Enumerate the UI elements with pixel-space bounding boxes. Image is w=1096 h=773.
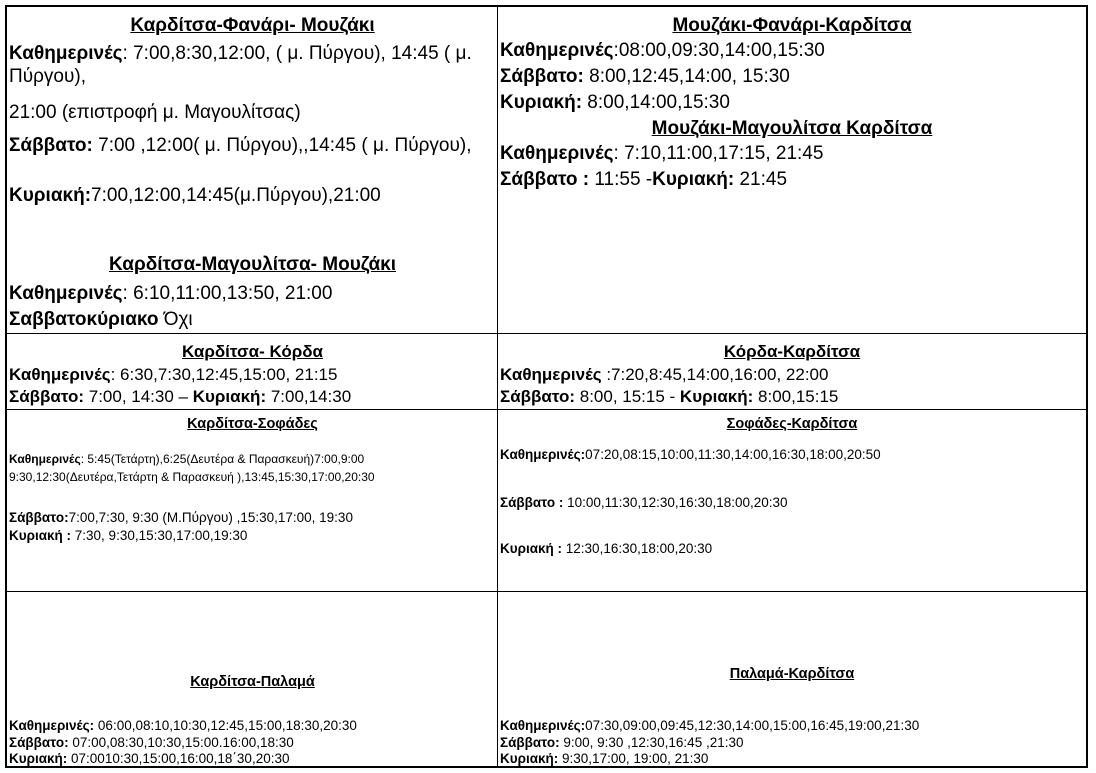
saturday-times: 7:00, 14:30 –	[84, 387, 193, 406]
cell-sofades-karditsa	[498, 410, 1086, 591]
cell-karditsa-palama	[7, 592, 498, 766]
cell-mouzaki-karditsa	[498, 7, 1086, 333]
weekend-schedule	[500, 168, 787, 191]
cell-karditsa-korda	[7, 334, 498, 409]
sunday-times: 21:45	[734, 169, 788, 190]
weekdays-schedule	[500, 446, 881, 463]
weekend-label: Σαββατοκύριακο	[9, 309, 159, 330]
weekdays-schedule	[9, 282, 332, 305]
saturday-times: 8:00, 15:15 -	[575, 387, 680, 406]
sunday-label: Κυριακή:	[679, 387, 754, 406]
saturday-label: Σάββατο:	[9, 387, 85, 406]
sunday-schedule	[9, 527, 247, 544]
weekend-schedule	[9, 386, 351, 407]
route-title-mouzaki-magoulitsa-karditsa: Μουζάκι-Μαγουλίτσα Καρδίτσα	[651, 118, 933, 139]
saturday-times: 7:00 ,12:00( μ. Πύργου),,14:45 ( μ. Πύργου),	[92, 135, 472, 156]
weekdays-schedule-extra: 9:30,12:30(Δευτέρα,Τετάρτη & Παρασκευή ),13:45,15:30,17:00,20:30	[9, 470, 375, 484]
weekdays-times: :7:20,8:45,14:00,16:00, 22:00	[601, 365, 829, 384]
weekend-schedule	[500, 386, 838, 407]
saturday-schedule	[9, 509, 353, 526]
sunday-times: 07:0010:30,15:00,16:00,18΄30,20:30	[67, 751, 290, 766]
route-title-karditsa-sofades: Καρδίτσα-Σοφάδες	[187, 416, 318, 432]
weekdays-label: Καθημερινές	[9, 452, 81, 466]
weekdays-schedule	[500, 364, 828, 385]
sunday-times: 12:30,16:30,18:00,20:30	[562, 541, 713, 556]
weekdays-label: Καθημερινές:	[9, 718, 95, 733]
timetable-row-korda	[7, 333, 1086, 409]
weekdays-times: 07:20,08:15,10:00,11:30,14:00,16:30,18:00,20:50	[585, 447, 881, 462]
sunday-schedule	[500, 750, 708, 766]
saturday-schedule	[9, 134, 479, 157]
route-title-karditsa-palama: Καρδίτσα-Παλαμά	[190, 674, 315, 690]
sunday-schedule	[9, 750, 289, 766]
weekdays-label: Καθημερινές	[9, 43, 123, 64]
saturday-times: 8:00,12:45,14:00, 15:30	[583, 66, 790, 87]
saturday-label: Σάββατο :	[500, 495, 564, 510]
weekdays-times: : 5:45(Τετάρτη),6:25(Δευτέρα & Παρασκευή)7:00,9:00	[80, 452, 365, 466]
weekdays-schedule	[9, 717, 357, 734]
sunday-label: Κυριακή :	[9, 528, 72, 543]
sunday-times: 7:30, 9:30,15:30,17:00,19:30	[71, 528, 248, 543]
weekdays-times: 06:00,08:10,10:30,12:45,15:00,18:30,20:30	[94, 718, 357, 733]
weekdays-schedule	[9, 364, 337, 385]
saturday-label: Σάββατο:	[500, 735, 560, 750]
saturday-schedule	[500, 494, 788, 511]
timetable-row-palama	[7, 591, 1086, 766]
timetable-row-mouzaki	[7, 7, 1086, 333]
weekend-schedule	[9, 308, 193, 331]
cell-palama-karditsa	[498, 592, 1086, 766]
route-title-karditsa-magoulitsa-mouzaki: Καρδίτσα-Μαγουλίτσα- Μουζάκι	[108, 254, 397, 275]
saturday-label: Σάββατο:	[9, 135, 93, 156]
sunday-schedule	[500, 540, 712, 557]
saturday-times: 7:00,7:30, 9:30 (Μ.Πύργου) ,15:30,17:00, 19:30	[68, 510, 353, 525]
weekend-value: Όχι	[158, 309, 193, 330]
weekdays-label: Καθημερινές	[500, 365, 602, 384]
sunday-times: 8:00,15:15	[753, 387, 839, 406]
route-title-mouzaki-fanari-karditsa: Μουζάκι-Φανάρι-Καρδίτσα	[672, 15, 912, 36]
route-title-karditsa-fanari-mouzaki: Καρδίτσα-Φανάρι- Μουζάκι	[130, 15, 375, 36]
weekdays-times: 07:30,09:00,09:45,12:30,14:00,15:00,16:45,19:00,21:30	[585, 718, 920, 733]
saturday-label: Σάββατο:	[9, 510, 69, 525]
sunday-label: Κυριακή:	[9, 185, 92, 206]
saturday-label: Σάββατο:	[500, 66, 584, 87]
weekdays-times: : 6:10,11:00,13:50, 21:00	[122, 283, 333, 304]
saturday-times: 9:00, 9:30 ,12:30,16:45 ,21:30	[559, 735, 744, 750]
route-title-palama-karditsa: Παλαμά-Καρδίτσα	[729, 666, 855, 682]
sunday-times: 7:00,14:30	[266, 387, 352, 406]
weekdays-label: Καθημερινές	[500, 40, 614, 61]
weekdays-times: :08:00,09:30,14:00,15:30	[613, 40, 825, 61]
weekdays-schedule	[500, 142, 823, 165]
route-title-karditsa-korda: Καρδίτσα- Κόρδα	[181, 342, 323, 361]
route-title-sofades-karditsa: Σοφάδες-Καρδίτσα	[726, 416, 858, 432]
weekdays-label: Καθημερινές	[9, 365, 111, 384]
sunday-schedule	[500, 91, 730, 114]
route-title-korda-karditsa: Κόρδα-Καρδίτσα	[723, 342, 861, 361]
saturday-times: 10:00,11:30,12:30,16:30,18:00,20:30	[563, 495, 788, 510]
saturday-times: 11:55 -	[589, 169, 653, 190]
sunday-label: Κυριακή:	[500, 92, 583, 113]
saturday-times: 07:00,08:30,10:30,15:00.16:00,18:30	[68, 735, 294, 750]
sunday-label: Κυριακή:	[9, 751, 68, 766]
saturday-label: Σάββατο:	[500, 387, 576, 406]
weekdays-schedule	[500, 39, 825, 62]
weekdays-times: : 6:30,7:30,12:45,15:00, 21:15	[110, 365, 338, 384]
cell-karditsa-sofades	[7, 410, 498, 591]
cell-karditsa-mouzaki	[7, 7, 498, 333]
sunday-label: Κυριακή:	[652, 169, 735, 190]
sunday-times: 9:30,17:00, 19:00, 21:30	[558, 751, 709, 766]
weekdays-label: Καθημερινές	[500, 143, 614, 164]
saturday-schedule	[9, 734, 294, 751]
weekdays-schedule	[9, 452, 364, 468]
bus-timetable	[5, 5, 1088, 768]
sunday-label: Κυριακή:	[500, 751, 559, 766]
weekdays-label: Καθημερινές:	[500, 447, 586, 462]
sunday-schedule	[9, 184, 381, 207]
weekdays-schedule	[500, 717, 919, 734]
weekdays-times: : 7:00,8:30,12:00, ( μ. Πύργου), 14:45 ( μ. Πύργου),	[9, 43, 472, 87]
weekdays-times: : 7:10,11:00,17:15, 21:45	[613, 143, 824, 164]
weekdays-schedule-extra: 21:00 (επιστροφή μ. Μαγουλίτσας)	[9, 102, 301, 123]
cell-korda-karditsa	[498, 334, 1086, 409]
saturday-schedule	[500, 65, 790, 88]
saturday-label: Σάββατο:	[9, 735, 69, 750]
saturday-label: Σάββατο :	[500, 169, 590, 190]
sunday-label: Κυριακή :	[500, 541, 563, 556]
saturday-schedule	[500, 734, 743, 751]
sunday-times: 8:00,14:00,15:30	[582, 92, 730, 113]
weekdays-label: Καθημερινές	[9, 283, 123, 304]
weekdays-label: Καθημερινές:	[500, 718, 586, 733]
weekdays-schedule	[9, 42, 479, 88]
sunday-times: 7:00,12:00,14:45(μ.Πύργου),21:00	[91, 185, 381, 206]
timetable-row-sofades	[7, 409, 1086, 591]
sunday-label: Κυριακή:	[192, 387, 267, 406]
